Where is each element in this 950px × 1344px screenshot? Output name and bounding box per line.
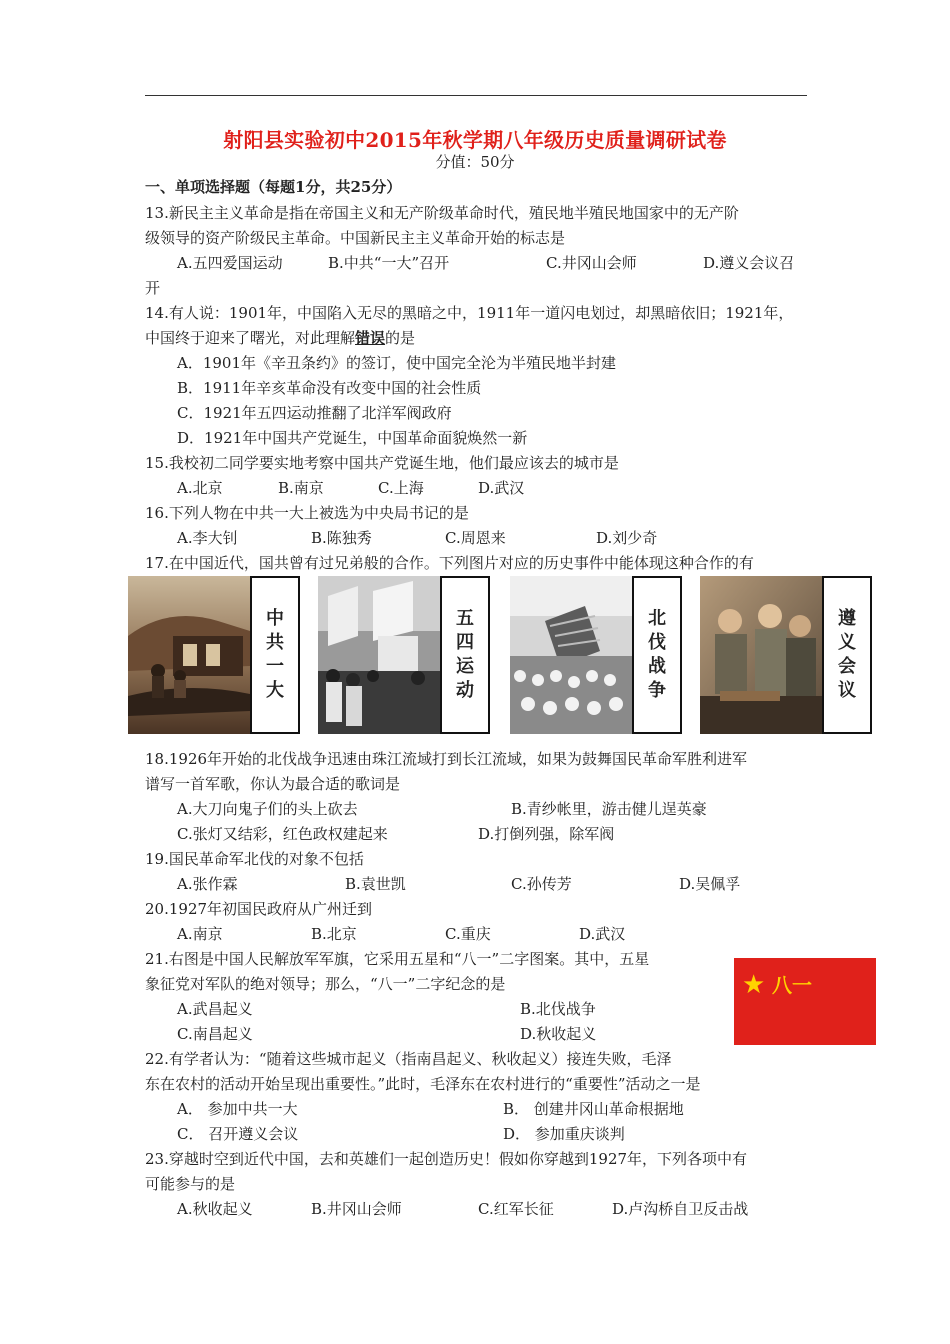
q14-stem-1: 14.有人说：1901年，中国陷入无尽的黑暗之中，1911年一道闪电划过，却黑暗依旧；1921年， [145,304,794,322]
q14-emphasis: 错误 [355,329,386,347]
q21-stem-1: 21.右图是中国人民解放军军旗，它采用五星和“八一”二字图案。其中，五星 [145,950,650,968]
flag-text: 八一 [772,973,812,997]
q15-option-b: B.南京 [278,479,324,497]
q18-stem-1: 18.1926年开始的北伐战争迅速由珠江流域打到长江流域，如果为鼓舞国民革命军胜利进军 [145,750,748,768]
q22-option-b: B． 创建井冈山革命根据地 [503,1100,684,1118]
q23-option-a: A.秋收起义 [177,1200,253,1218]
q14-stem-2-post: 的是 [385,329,416,347]
q13-option-d-cont: 开 [145,279,161,297]
caption-d-char: 遵 [838,608,856,629]
photo-crowd-protest [318,576,440,734]
q19-option-d: D.吴佩孚 [679,875,741,893]
caption-c-char: 战 [648,656,666,677]
q18-stem-2: 谱写一首军歌，你认为最合适的歌词是 [145,775,401,793]
q13-stem-1: 13.新民主主义革命是指在帝国主义和无产阶级革命时代，殖民地半殖民地国家中的无产阶 [145,204,739,222]
q19-option-a: A.张作霖 [177,875,238,893]
photo-boat [128,576,250,734]
q14-stem-2 [145,328,415,348]
q16-stem: 16.下列人物在中共一大上被选为中央局书记的是 [145,504,469,522]
caption-b-char: 运 [456,656,474,677]
score-label: 分值：50分 [435,153,515,171]
caption-c-char: 争 [648,680,666,701]
q17-stem: 17.在中国近代，国共曾有过兄弟般的合作。下列图片对应的历史事件中能体现这种合作的有 [145,554,754,572]
q22-stem-2: 东在农村的活动开始呈现出重要性。”此时，毛泽东在农村进行的“重要性”活动之一是 [145,1075,701,1093]
q13-option-d: D.遵义会议召 [703,254,795,272]
caption-b-char: 四 [456,632,474,653]
q15-option-a: A.北京 [177,479,223,497]
q14-stem-2-pre: 中国终于迎来了曙光，对此理解 [145,329,356,347]
q16-option-b: B.陈独秀 [311,529,372,547]
q14-option-d: D．1921年中国共产党诞生，中国革命面貌焕然一新 [177,429,528,447]
q15-stem: 15.我校初二同学要实地考察中国共产党诞生地，他们最应该去的城市是 [145,454,619,472]
caption-d-char: 会 [838,656,856,677]
caption-b-char: 五 [456,608,474,629]
q14-option-a: A．1901年《辛丑条约》的签订，使中国完全沦为半殖民地半封建 [177,354,617,372]
q23-option-c: C.红军长征 [478,1200,554,1218]
q23-option-d: D.卢沟桥自卫反击战 [612,1200,749,1218]
caption-a-char: 一 [266,656,284,677]
q20-option-a: A.南京 [177,925,223,943]
caption-d [822,576,872,734]
page-title: 射阳县实验初中2015年秋学期八年级历史质量调研试卷 [223,128,727,152]
q18-option-a: A.大刀向鬼子们的头上砍去 [177,800,358,818]
caption-a [250,576,300,734]
q18-option-c: C.张灯又结彩，红色政权建起来 [177,825,388,843]
q18-option-b: B.青纱帐里，游击健儿逞英豪 [511,800,707,818]
caption-a-char: 共 [266,632,284,653]
q21-option-b: B.北伐战争 [520,1000,596,1018]
q22-option-d: D． 参加重庆谈判 [503,1125,625,1143]
q14-option-b: B．1911年辛亥革命没有改变中国的社会性质 [177,379,482,397]
q18-option-d: D.打倒列强，除军阀 [478,825,615,843]
caption-b-char: 动 [456,680,474,701]
q14-option-c: C．1921年五四运动推翻了北洋军阀政府 [177,404,452,422]
q20-option-c: C.重庆 [445,925,491,943]
q21-option-c: C.南昌起义 [177,1025,253,1043]
section-heading: 一、单项选择题（每题1分，共25分） [145,178,402,196]
q21-option-a: A.武昌起义 [177,1000,253,1018]
q21-option-d: D.秋收起义 [520,1025,597,1043]
caption-b [440,576,490,734]
caption-d-char: 义 [838,632,856,653]
q20-stem: 20.1927年初国民政府从广州迁到 [145,900,373,918]
caption-c-char: 北 [648,608,666,629]
q19-option-b: B.袁世凯 [345,875,406,893]
q21-stem-2: 象征党对军队的绝对领导；那么，“八一”二字纪念的是 [145,975,506,993]
q13-stem-2: 级领导的资产阶级民主革命。中国新民主主义革命开始的标志是 [145,229,566,247]
star-icon: ★ [742,970,766,1000]
q23-stem-2: 可能参与的是 [145,1175,236,1193]
q16-option-a: A.李大钊 [177,529,238,547]
q19-option-c: C.孙传芳 [511,875,572,893]
photo-rally [510,576,632,734]
q22-option-a: A． 参加中共一大 [177,1100,298,1118]
q23-option-b: B.井冈山会师 [311,1200,402,1218]
caption-c [632,576,682,734]
caption-c-char: 伐 [648,632,666,653]
q13-option-b: B.中共“一大”召开 [328,254,450,272]
q22-stem-1: 22.有学者认为：“随着这些城市起义（指南昌起义、秋收起义）接连失败，毛泽 [145,1050,672,1068]
caption-a-char: 大 [266,680,284,701]
q23-stem-1: 23.穿越时空到近代中国，去和英雄们一起创造历史！假如你穿越到1927年，下列各项中有 [145,1150,748,1168]
caption-a-char: 中 [266,608,284,629]
q13-option-c: C.井冈山会师 [546,254,637,272]
caption-d-char: 议 [838,680,856,701]
q19-stem: 19.国民革命军北伐的对象不包括 [145,850,364,868]
photo-meeting [700,576,822,734]
header-rule [145,95,807,96]
army-flag-image [734,958,876,1045]
q16-option-d: D.刘少奇 [596,529,658,547]
q13-option-a: A.五四爱国运动 [177,254,283,272]
q20-option-b: B.北京 [311,925,357,943]
q22-option-c: C． 召开遵义会议 [177,1125,299,1143]
q15-option-c: C.上海 [378,479,424,497]
q15-option-d: D.武汉 [478,479,525,497]
q16-option-c: C.周恩来 [445,529,506,547]
q20-option-d: D.武汉 [579,925,626,943]
